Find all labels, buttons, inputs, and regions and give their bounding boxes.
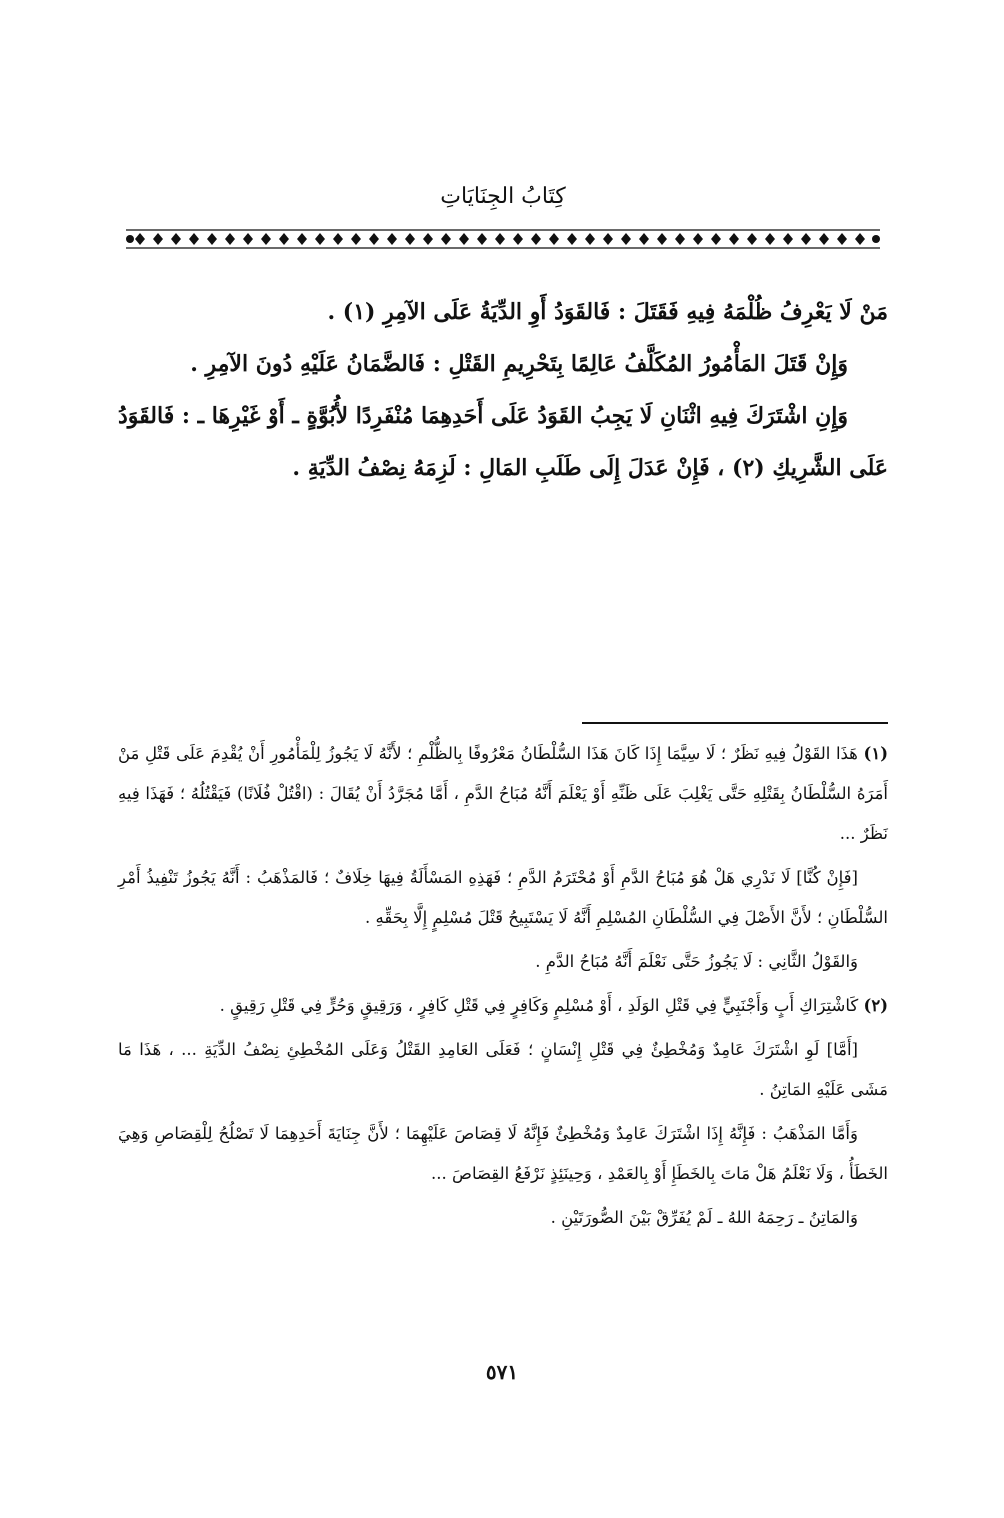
footnote-2-paragraph-3: وَأَمَّا المَذْهَبُ : فَإِنَّهُ إِذَا اشْتَرَكَ عَامِدٌ وَمُخْطِئٌ فَإِنَّهُ لَا قِصَاصَ عَلَيْهِمَا ؛ لأَنَّ جِنَايَةَ أَحَدِهِمَا لَا تَصْلُحُ لِلْقِصَاصِ وَهِيَ الخَطَأُ ، وَلَا نَعْلَمُ هَلْ مَاتَ بِالخَطَإِ أَوْ بِالعَمْدِ ، وَحِينَئِذٍ نَرْفَعُ القِصَاصَ ... [118,1124,888,1183]
ornament-motif [243,233,253,245]
ornament-motif [819,233,829,245]
ornament-motif [783,233,793,245]
footnote-2-paragraph-4: وَالمَاتِنُ ـ رَحِمَهُ اللهُ ـ لَمْ يُفَرِّقْ بَيْنَ الصُّورَتَيْنِ . [550,1208,858,1227]
ornament-motif [387,233,397,245]
footnote-2-text: كَاشْتِرَاكِ أَبٍ وَأَجْنَبِيٍّ فِي قَتْلِ الوَلَدِ ، أَوْ مُسْلِمٍ وَكَافِرٍ فِي قَتْلِ كَافِرٍ ، وَرَقِيقٍ وَحُرٍّ فِي قَتْلِ رَقِيقٍ . [219,996,859,1015]
footnote-2-paragraph-2: [أَمَّا] لَوِ اشْتَرَكَ عَامِدٌ وَمُخْطِئٌ فِي قَتْلِ إِنْسَانٍ ؛ فَعَلَى العَامِدِ القَتْلُ وَعَلَى المُخْطِئِ نِصْفُ الدِّيَةِ ... ، هَذَا مَا مَشَى عَلَيْهِ المَاتِنُ . [118,1040,888,1099]
ornament-motif [477,233,487,245]
ornament-end-cap [872,235,880,243]
footnote-1-paragraph-2: [فَإِنْ كُنَّا] لَا نَدْرِي هَلْ هُوَ مُبَاحُ الدَّمِ أَوْ مُحْتَرَمُ الدَّمِ ؛ فَهَذِهِ المَسْأَلَةُ فِيهَا خِلَافٌ ؛ فَالمَذْهَبُ : أَنَّهُ يَجُوزُ تَنْفِيذُ أَمْرِ السُّلْطَانِ ؛ لأَنَّ الأَصْلَ فِي السُّلْطَانِ المُسْلِمِ أَنَّهُ لَا يَسْتَبِيحُ قَتْلَ مُسْلِمٍ إِلَّا بِحَقِّهِ . [118,868,888,927]
running-header [118,180,888,214]
footnote-separator [582,722,888,724]
ornament-motif [441,233,451,245]
ornament-motif [729,233,739,245]
ornament-motif [459,233,469,245]
main-paragraph-1: مَنْ لَا يَعْرِفُ ظُلْمَهُ فِيهِ فَقَتَلَ : فَالقَوَدُ أَوِ الدِّيَةُ عَلَى الآمِرِ (١) . [327,299,888,325]
footnote-1 [118,734,888,854]
ornament-motif [225,233,235,245]
ornament-motif [135,233,145,245]
ornament-motif [369,233,379,245]
ornament-motif [747,233,757,245]
chapter-title: كِتَابُ الجِنَايَاتِ [440,184,566,209]
ornament-motif [405,233,415,245]
ornament-motif [207,233,217,245]
ornament-motif [171,233,181,245]
ornament-motif [675,233,685,245]
ornament-motif [657,233,667,245]
page-number: ٥٧١ [485,1360,519,1384]
ornament-motif [261,233,271,245]
ornament-motif [639,233,649,245]
ornament-motif [603,233,613,245]
ornament-motif [531,233,541,245]
footnote-2 [118,986,888,1026]
ornament-motif [549,233,559,245]
ornament-motif [351,233,361,245]
ornament-end-cap [126,235,134,243]
ornament-motif [585,233,595,245]
ornament-motif [279,233,289,245]
ornament-motif [621,233,631,245]
main-paragraph-2: وَإِنْ قَتَلَ المَأْمُورُ المُكَلَّفُ عَالِمًا بِتَحْرِيمِ القَتْلِ : فَالضَّمَانُ عَلَيْهِ دُونَ الآمِرِ . [190,351,848,377]
ornament-motif [423,233,433,245]
footnote-1-paragraph-3: وَالقَوْلُ الثَّانِي : لَا يَجُوزُ حَتَّى نَعْلَمَ أَنَّهُ مُبَاحُ الدَّمِ . [535,952,858,971]
footnotes [118,734,888,1242]
footnote-1-text: هَذَا القَوْلُ فِيهِ نَظَرٌ ؛ لَا سِيَّمَا إِذَا كَانَ هَذَا السُّلْطَانُ مَعْرُوفًا بِالظُّلْمِ ؛ لأَنَّهُ لَا يَجُوزُ لِلْمَأْمُورِ أَنْ يُقْدِمَ عَلَى قَتْلِ مَنْ أَمَرَهُ السُّلْطَانُ بِقَتْلِهِ حَتَّى يَغْلِبَ عَلَى ظَنِّهِ أَوْ يَعْلَمَ أَنَّهُ مُبَاحُ الدَّمِ ، أَمَّا مُجَرَّدُ أَنْ يُقَالَ : (اقْتُلْ فُلَانًا) فَيَقْتُلُهُ ؛ فَهَذَا فِيهِ نَظَرٌ ... [118,744,888,843]
main-text [118,286,888,494]
footnote-2-number: (٢) [863,996,888,1015]
ornament-motif [693,233,703,245]
ornament-motif [837,233,847,245]
ornament-motif [495,233,505,245]
ornament-motif [801,233,811,245]
ornament-motif [153,233,163,245]
ornament-motif [765,233,775,245]
ornament-motif [711,233,721,245]
ornament-motif [297,233,307,245]
ornament-motif [513,233,523,245]
main-paragraph-3: وَإِنِ اشْتَرَكَ فِيهِ اثْنَانِ لَا يَجِبُ القَوَدُ عَلَى أَحَدِهِمَا مُنْفَرِدًا لأُبُوَّةٍ ـ أَوْ غَيْرِهَا ـ : فَالقَوَدُ عَلَى الشَّرِيكِ (٢) ، فَإِنْ عَدَلَ إِلَى طَلَبِ المَالِ : لَزِمَهُ نِصْفُ الدِّيَةِ . [118,403,888,481]
ornament-motif [567,233,577,245]
ornament-motif [333,233,343,245]
footnote-1-number: (١) [863,744,888,763]
ornament-motif [189,233,199,245]
ornament-motif [855,233,865,245]
ornamental-border [118,228,888,250]
ornament-motif [315,233,325,245]
